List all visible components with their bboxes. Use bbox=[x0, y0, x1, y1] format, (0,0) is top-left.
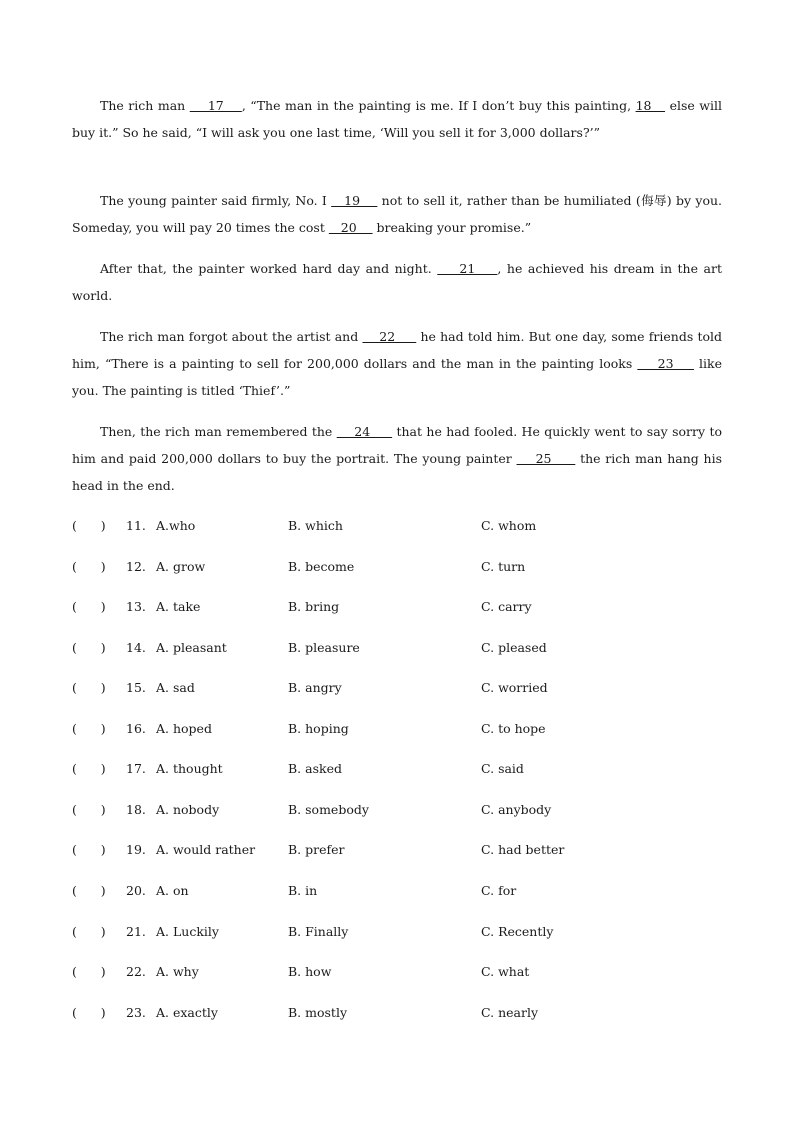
option-b[interactable]: B. hoping bbox=[288, 721, 349, 736]
question-row bbox=[72, 557, 722, 577]
option-c[interactable]: C. anybody bbox=[481, 802, 552, 817]
option-b[interactable]: B. somebody bbox=[288, 802, 369, 817]
passage-text: The rich man forgot about the artist and bbox=[100, 329, 363, 344]
question-number: 13. bbox=[126, 599, 146, 614]
question-number: 15. bbox=[126, 680, 146, 695]
paragraph-1 bbox=[72, 92, 722, 146]
answer-paren[interactable]: ( ) bbox=[72, 1005, 106, 1020]
option-a[interactable]: A.who bbox=[156, 518, 196, 533]
question-number: 11. bbox=[126, 518, 146, 533]
option-a[interactable]: A. take bbox=[156, 599, 201, 614]
option-b[interactable]: B. pleasure bbox=[288, 640, 360, 655]
question-number: 14. bbox=[126, 640, 146, 655]
passage-text: The young painter said firmly, No. I bbox=[100, 193, 332, 208]
question-row bbox=[72, 1003, 722, 1023]
answer-paren[interactable]: ( ) bbox=[72, 518, 106, 533]
option-b[interactable]: B. angry bbox=[288, 680, 342, 695]
answer-blank[interactable]: 19 bbox=[331, 193, 378, 208]
question-number: 17. bbox=[126, 761, 146, 776]
option-b[interactable]: B. prefer bbox=[288, 842, 345, 857]
option-c[interactable]: C. nearly bbox=[481, 1005, 539, 1020]
answer-paren[interactable]: ( ) bbox=[72, 761, 106, 776]
question-number: 22. bbox=[126, 964, 146, 979]
passage-text: like you. The painting is titled ‘Thief’.” bbox=[72, 356, 722, 398]
answer-blank[interactable]: 18 bbox=[635, 98, 666, 113]
option-b[interactable]: B. how bbox=[288, 964, 332, 979]
answer-paren[interactable]: ( ) bbox=[72, 680, 106, 695]
answer-blank[interactable]: 23 bbox=[637, 356, 694, 371]
option-b[interactable]: B. in bbox=[288, 883, 318, 898]
passage-text: not to sell it, rather than be humiliated (侮辱) by you. Someday, you will pay 20 times the cost bbox=[72, 193, 722, 235]
answer-blank[interactable]: 25 bbox=[516, 451, 576, 466]
option-c[interactable]: C. had better bbox=[481, 842, 565, 857]
passage-text: he had told him. But one day, some friends told him, “There is a painting to sell for 200,000 dollars and the man in the painting looks bbox=[72, 329, 722, 371]
passage-text: the rich man hang his head in the end. bbox=[72, 451, 722, 493]
option-c[interactable]: C. turn bbox=[481, 559, 526, 574]
answer-paren[interactable]: ( ) bbox=[72, 802, 106, 817]
option-c[interactable]: C. worried bbox=[481, 680, 548, 695]
paragraph-2 bbox=[72, 187, 722, 241]
answer-blank[interactable]: 21 bbox=[437, 261, 498, 276]
answer-paren[interactable]: ( ) bbox=[72, 559, 106, 574]
paragraph-3 bbox=[72, 255, 722, 309]
option-a[interactable]: A. exactly bbox=[156, 1005, 218, 1020]
option-a[interactable]: A. nobody bbox=[156, 802, 220, 817]
answer-paren[interactable]: ( ) bbox=[72, 721, 106, 736]
option-a[interactable]: A. hoped bbox=[156, 721, 212, 736]
question-row bbox=[72, 516, 722, 536]
answer-blank[interactable]: 22 bbox=[362, 329, 417, 344]
question-row bbox=[72, 922, 722, 942]
option-a[interactable]: A. why bbox=[156, 964, 199, 979]
option-c[interactable]: C. carry bbox=[481, 599, 532, 614]
option-c[interactable]: C. Recently bbox=[481, 924, 554, 939]
option-b[interactable]: B. become bbox=[288, 559, 355, 574]
answer-paren[interactable]: ( ) bbox=[72, 842, 106, 857]
question-row bbox=[72, 840, 722, 860]
paragraph-4 bbox=[72, 323, 722, 404]
paragraph-5 bbox=[72, 418, 722, 499]
option-b[interactable]: B. mostly bbox=[288, 1005, 348, 1020]
option-c[interactable]: C. pleased bbox=[481, 640, 547, 655]
passage-text: After that, the painter worked hard day and night. bbox=[100, 261, 438, 276]
answer-blank[interactable]: 17 bbox=[189, 98, 242, 113]
answer-paren[interactable]: ( ) bbox=[72, 964, 106, 979]
question-number: 12. bbox=[126, 559, 146, 574]
option-c[interactable]: C. to hope bbox=[481, 721, 546, 736]
question-number: 21. bbox=[126, 924, 146, 939]
answer-paren[interactable]: ( ) bbox=[72, 640, 106, 655]
question-number: 18. bbox=[126, 802, 146, 817]
passage-text: that he had fooled. He quickly went to say sorry to him and paid 200,000 dollars to buy the portrait. The young painter bbox=[72, 424, 722, 466]
option-b[interactable]: B. bring bbox=[288, 599, 340, 614]
answer-paren[interactable]: ( ) bbox=[72, 883, 106, 898]
option-a[interactable]: A. Luckily bbox=[156, 924, 219, 939]
option-a[interactable]: A. pleasant bbox=[156, 640, 227, 655]
answer-blank[interactable]: 24 bbox=[336, 424, 393, 439]
question-row bbox=[72, 678, 722, 698]
option-a[interactable]: A. grow bbox=[156, 559, 206, 574]
passage-text: , he achieved his dream in the art world. bbox=[72, 261, 722, 303]
option-b[interactable]: B. asked bbox=[288, 761, 342, 776]
option-a[interactable]: A. would rather bbox=[156, 842, 256, 857]
question-row bbox=[72, 719, 722, 739]
question-row bbox=[72, 638, 722, 658]
answer-paren[interactable]: ( ) bbox=[72, 924, 106, 939]
option-c[interactable]: C. for bbox=[481, 883, 517, 898]
option-a[interactable]: A. on bbox=[156, 883, 189, 898]
option-c[interactable]: C. whom bbox=[481, 518, 537, 533]
passage-text: else will buy it.” So he said, “I will ask you one last time, ‘Will you sell it for 3,000 dollars?’” bbox=[72, 98, 722, 140]
option-c[interactable]: C. what bbox=[481, 964, 530, 979]
question-number: 16. bbox=[126, 721, 146, 736]
question-row bbox=[72, 800, 722, 820]
passage-text: Then, the rich man remembered the bbox=[100, 424, 337, 439]
question-row bbox=[72, 881, 722, 901]
option-b[interactable]: B. Finally bbox=[288, 924, 349, 939]
option-b[interactable]: B. which bbox=[288, 518, 343, 533]
passage-text: The rich man bbox=[100, 98, 190, 113]
option-a[interactable]: A. thought bbox=[156, 761, 223, 776]
option-a[interactable]: A. sad bbox=[156, 680, 195, 695]
question-row bbox=[72, 759, 722, 779]
question-number: 20. bbox=[126, 883, 146, 898]
question-row bbox=[72, 597, 722, 617]
question-number: 23. bbox=[126, 1005, 146, 1020]
answer-paren[interactable]: ( ) bbox=[72, 599, 106, 614]
question-number: 19. bbox=[126, 842, 146, 857]
answer-blank[interactable]: 20 bbox=[328, 220, 373, 235]
passage-text: , “The man in the painting is me. If I don’t buy this painting, bbox=[241, 98, 636, 113]
option-c[interactable]: C. said bbox=[481, 761, 524, 776]
passage-text: breaking your promise.” bbox=[372, 220, 532, 235]
question-row bbox=[72, 962, 722, 982]
